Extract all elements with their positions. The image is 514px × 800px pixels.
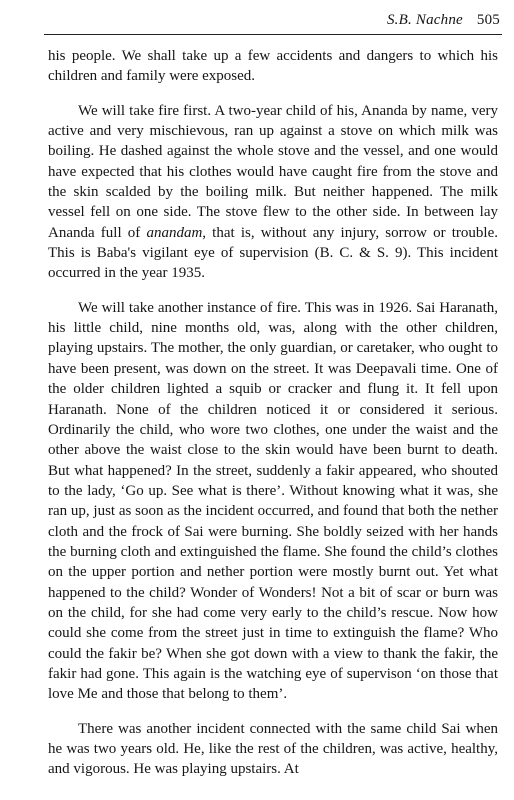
paragraph-continuation: his people. We shall take up a few accidents and dangers to which his children and family were exposed. <box>48 48 498 85</box>
anandam-term: anandam <box>146 224 203 241</box>
running-head <box>387 12 500 29</box>
paragraph-haranath: We will take another instance of fire. This was in 1926. Sai Haranath, his little child, nine months old, was, along with the other children, playing upstairs. The mother, the only guardian, or caretaker, who ought to have been present, was down on the street. It was Deepavali time. One of the older children lighted a squib or cracker and flung it. It fell upon Haranath. None of the children noticed it or considered it serious. Ordinarily the child, who wore two clothes, one under the waist and the other above the waist close to the skin would have been burnt to death. But what happened? In the street, suddenly a fakir appeared, who shouted to the lady, ‘Go up. See what is there’. Without knowing what it was, she ran up, just as soon as the incident occurred, and found that both the nether cloth and the frock of Sai were burning. She boldly seized with her hands the burning cloth and extinguished the flame. She found the child’s clothes on the upper portion and nether portion were mostly burnt out. Yet what happened to the child? Wonder of Wonders! Not a bit of scar or burn was on the child, for she had come very early to the child’s rescue. Now how could she come from the street just in time to extinguish the flame? Who could the fakir be? When she got down with a view to thank the fakir, the fakir had gone. This again is the watching eye of supervison ‘on those that love Me and those that belong to them’. <box>48 299 498 703</box>
page-number: 505 <box>476 12 500 28</box>
paragraph-ananda-part2: , that is, without any injury, sorrow or trouble. This is Baba's vigilant eye of supervision (B. C. & S. 9). This incident occurred in the year 1935. <box>48 224 498 282</box>
body-text <box>48 46 498 794</box>
paragraph-ananda-part1: We will take fire first. A two-year child of his, Ananda by name, very active and very mischievous, ran up against a stove on which milk was boiling. He dashed against the whole stove and the vessel, and one would have expected that his clothes would have caught fire from the stove and the skin scalded by the boiling milk. But neither happened. The milk vessel fell on one side. The stove flew to the other side. In between lay Ananda full of <box>48 102 498 241</box>
author-name: S.B. Nachne <box>386 12 463 28</box>
header-rule <box>44 34 502 35</box>
paragraph-another-incident: There was another incident connected with the same child Sai when he was two years old. He, like the rest of the children, was active, healthy, and vigorous. He was playing upstairs. At <box>48 720 498 778</box>
paragraph-ananda <box>48 101 498 284</box>
